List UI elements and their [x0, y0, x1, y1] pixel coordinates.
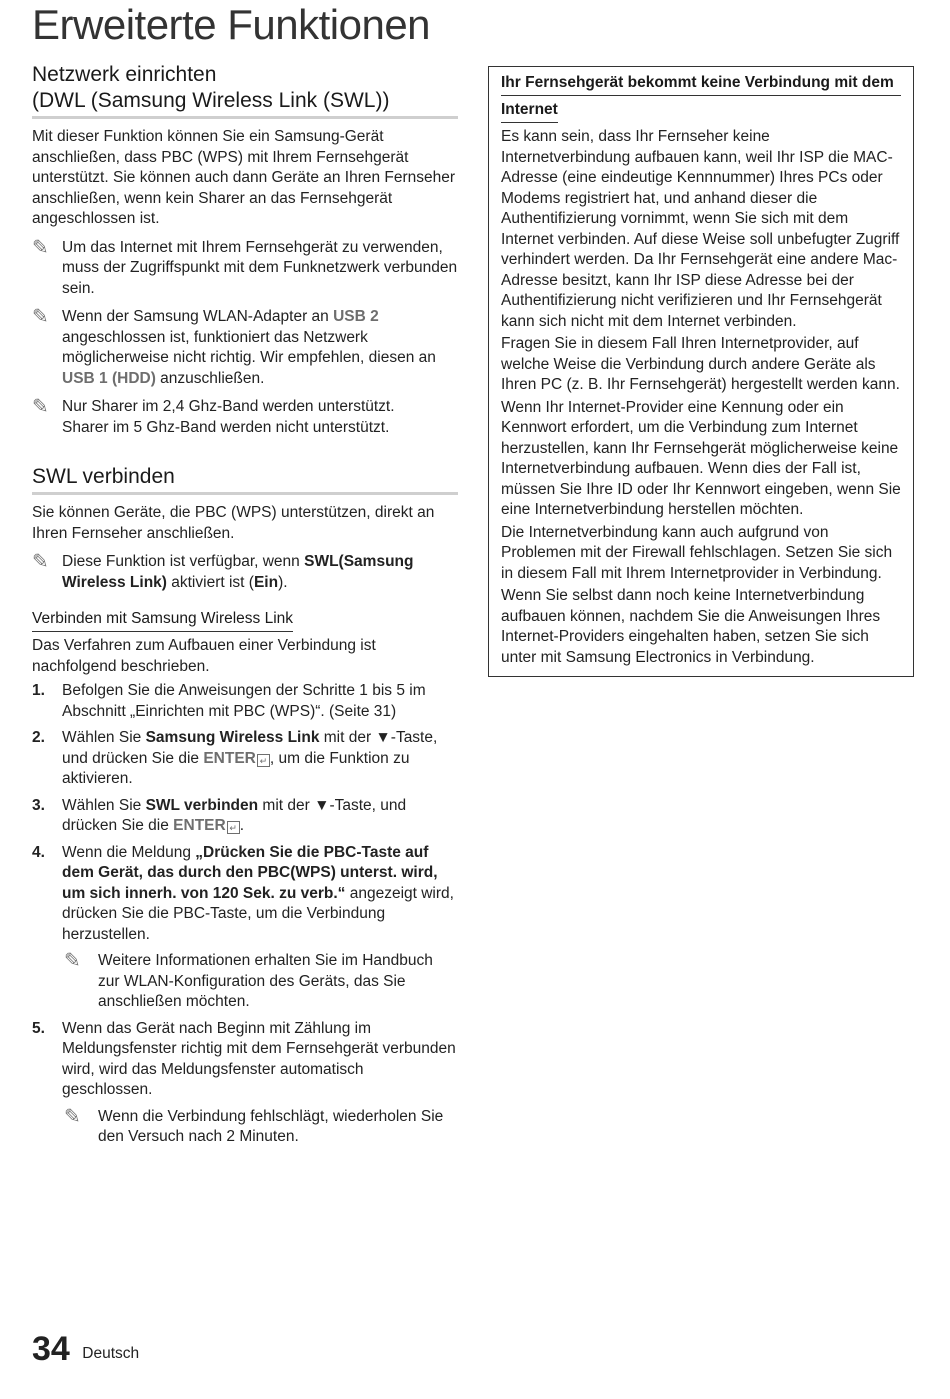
heading-line-1: Netzwerk einrichten [32, 63, 217, 86]
step-text: , um die Funktion zu aktivieren. [62, 749, 410, 787]
note [32, 307, 458, 389]
subheading: Verbinden mit Samsung Wireless Link [32, 609, 293, 632]
usb2-label: USB 2 [333, 308, 379, 325]
section-heading-network [32, 62, 458, 119]
note-text: Um das Internet mit Ihrem Fernsehgerät zu verwenden, muss der Zugriffspunkt mit dem Funknetzwerk verbunden sein. [62, 238, 458, 297]
enter-key-label: ENTER [203, 749, 256, 767]
bold-term: Ein [253, 573, 279, 591]
box-paragraph: Wenn Sie selbst dann noch keine Internetverbindung aufbauen können, nachdem Sie die Anweisungen Ihres Internet-Providers eingehalten haben, setzen Sie sich unter mit Samsung Electronics in Verbindung. [501, 587, 881, 666]
step-text: Wählen Sie [62, 796, 146, 814]
note-text: Sharer im 5 Ghz-Band werden nicht unterstützt. [62, 418, 390, 436]
note [32, 238, 458, 300]
step-text: mit der ▼-Taste, und drücken Sie die [62, 796, 407, 834]
procedure-intro: Das Verfahren zum Aufbauen einer Verbindung ist nachfolgend beschrieben. [32, 637, 376, 675]
note-text: Diese Funktion ist verfügbar, wenn [62, 553, 305, 570]
section-intro: Mit dieser Funktion können Sie ein Samsung-Gerät anschließen, dass PBC (WPS) mit Ihrem Fernsehgerät unterstützt. Sie können auch dann Geräte an Ihren Fernseher anschließen, wenn kein Sharer an das Fernsehgerät angeschlossen ist. [32, 128, 456, 227]
enter-icon: ↵ [227, 821, 240, 834]
step-text: mit der ▼-Taste, und drücken Sie die [62, 729, 438, 767]
box-paragraph: Fragen Sie in diesem Fall Ihren Internetprovider, auf welche Weise die Verbindung durch andere Geräte als Ihren PC (z. B. Ihr Fernsehgerät) hergestellt werden kann. [501, 335, 900, 393]
step-item [32, 1019, 458, 1148]
step-text: angezeigt wird, drücken Sie die PBC-Taste, um die Verbindung herzustellen. [62, 884, 454, 943]
step-text: Befolgen Sie die Anweisungen der Schritte 1 bis 5 im Abschnitt „Einrichten mit PBC (WPS)“. (Seite 31) [62, 682, 426, 720]
bold-term: SWL verbinden [145, 796, 259, 814]
bold-message: „Drücken Sie die PBC-Taste auf dem Gerät, das durch den PBC(WPS) unterst. wird, um sich innerh. von 120 Sek. zu verb.“ [62, 843, 438, 902]
box-title-line-2: Internet [501, 98, 558, 123]
pencil-icon: ✎ [32, 551, 49, 573]
step-number: 5. [32, 1019, 45, 1037]
step-item [32, 728, 458, 790]
step-number: 3. [32, 796, 45, 814]
bold-term: Samsung Wireless Link [145, 729, 320, 746]
step-text: Wenn die Meldung [62, 843, 196, 861]
page-language: Deutsch [82, 1345, 140, 1362]
box-paragraph: Es kann sein, dass Ihr Fernseher keine Internetverbindung aufbauen kann, weil Ihr ISP die MAC-Adresse (eine eindeutige Kennnummer) Ihres PCs oder Modems registriert hat, und anhand dieser die Authentifizierung vornimmt, wenn Sie sich mit dem Internet verbinden. Auf diese Weise soll unbefugter Zugriff verhindert werden. Da Ihr Fernsehgerät eine andere Mac-Adresse besitzt, kann Ihr ISP diese Adresse bei der Authentifizierung nicht verifizieren und Ihr Fernsehgerät kann sich nicht mit dem Internet verbinden. [501, 128, 900, 330]
pencil-icon: ✎ [32, 236, 49, 259]
box-title-line-1: Ihr Fernsehgerät bekommt keine Verbindung mit dem [501, 71, 901, 96]
step-text: . [239, 817, 245, 834]
box-paragraph: Wenn Ihr Internet-Provider eine Kennung oder ein Kennwort erfordert, um die Verbindung zum Internet herzustellen, kann Ihr Fernsehgerät möglicherweise keine Internetverbindung aufbauen. Wenn dies der Fall ist, müssen Sie Ihre ID oder Ihr Kennwort eingeben, wenn Sie eine Internetverbindung herstellen möchten. [501, 398, 901, 518]
left-column [32, 62, 458, 1154]
note-text: angeschlossen ist, funktioniert das Netzwerk möglicherweise nicht richtig. Wir empfehlen, diesen an [62, 328, 436, 366]
note [32, 552, 458, 593]
step-number: 1. [32, 682, 45, 699]
page-footer [32, 1330, 139, 1369]
bold-term: SWL(Samsung Wireless Link) [62, 553, 414, 591]
note-text: Wenn der Samsung WLAN-Adapter an [62, 308, 334, 325]
box-paragraph: Die Internetverbindung kann auch aufgrund von Problemen mit der Firewall fehlschlagen. Setzen Sie sich in diesem Fall mit Ihrem Internetprovider in Verbindung. [501, 523, 893, 582]
step-number: 4. [32, 843, 45, 861]
info-box [488, 66, 914, 677]
note-text: Nur Sharer im 2,4 Ghz-Band werden unterstützt. [62, 398, 395, 415]
pencil-icon: ✎ [32, 306, 49, 328]
note-text: Wenn die Verbindung fehlschlägt, wiederholen Sie den Versuch nach 2 Minuten. [98, 1107, 444, 1145]
page-title: Erweiterte Funktionen [32, 1, 431, 48]
note-text: aktiviert ist ( [166, 573, 254, 591]
step-item [32, 681, 458, 722]
step-item [32, 843, 458, 1013]
step-text: Wenn das Gerät nach Beginn mit Zählung im Meldungsfenster richtig mit dem Fernsehgerät verbunden wird, wird das Meldungsfenster automatisch geschlossen. [62, 1019, 456, 1098]
step-text: Wählen Sie [62, 729, 146, 746]
section-heading-swl: SWL verbinden [32, 464, 458, 495]
usb1-label: USB 1 (HDD) [62, 369, 156, 387]
note [32, 397, 458, 438]
note-text: ). [278, 573, 288, 591]
note-text: Weitere Informationen erhalten Sie im Handbuch zur WLAN-Konfiguration des Geräts, das Sie anschließen möchten. [98, 952, 433, 1010]
right-column [488, 66, 914, 677]
pencil-icon: ✎ [64, 1105, 81, 1128]
step-number: 2. [32, 729, 45, 746]
pencil-icon: ✎ [64, 950, 81, 972]
enter-key-label: ENTER [173, 817, 226, 834]
page-number: 34 [32, 1330, 70, 1368]
note-text: anzuschließen. [155, 369, 265, 387]
heading-line-2: (DWL (Samsung Wireless Link (SWL)) [32, 89, 390, 112]
step-note [62, 951, 458, 1013]
pencil-icon: ✎ [32, 396, 49, 418]
box-title [501, 71, 901, 125]
step-note [62, 1107, 458, 1148]
enter-icon: ↵ [257, 754, 270, 767]
steps-list [32, 681, 458, 1148]
section-intro: Sie können Geräte, die PBC (WPS) unterstützen, direkt an Ihren Fernseher anschließen. [32, 504, 435, 542]
step-item [32, 796, 458, 837]
